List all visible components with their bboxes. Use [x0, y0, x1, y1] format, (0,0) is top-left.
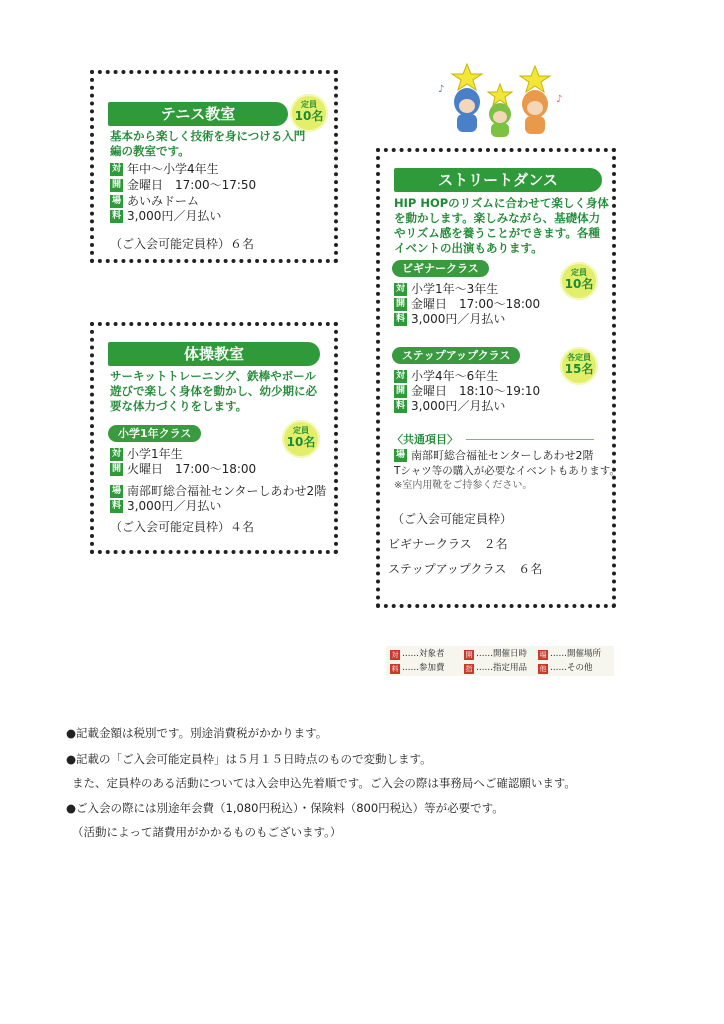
- fee-text: 3,000円／月払い: [127, 209, 222, 223]
- note-4: ●ご入会の際には別途年会費（1,080円税込）・保険料（800円税込）等が必要です。: [66, 801, 504, 815]
- fee-tag: 料: [395, 401, 405, 411]
- tennis-fee: [110, 209, 221, 224]
- tennis-description: [110, 129, 305, 159]
- legend-tag: 指: [465, 664, 473, 673]
- date-text: 金曜日 18:10～19:10: [411, 384, 541, 398]
- mascot-illustration: [432, 62, 567, 142]
- legend-item: [464, 649, 527, 660]
- desc-line: 要な体力づくりをします。: [110, 399, 248, 413]
- legend-label: ……参加費: [402, 663, 445, 673]
- dance-title: ストリートダンス: [394, 168, 602, 192]
- desc-line: 基本から楽しく技術を身につける入門: [110, 129, 306, 143]
- mascot-blue-icon: [452, 64, 482, 132]
- legend-label: ……対象者: [402, 649, 445, 659]
- date-tag: 開: [395, 299, 405, 309]
- common-divider: [466, 439, 594, 440]
- gym-card: [90, 322, 338, 554]
- desc-line: 遊びで楽しく身体を動かし、幼少期に必: [110, 384, 317, 398]
- fee-tag: 料: [111, 211, 121, 221]
- date-tag: 開: [395, 386, 405, 396]
- legend: [386, 646, 614, 676]
- legend-tag: 対: [391, 650, 399, 659]
- target-text: 小学1年～3年生: [411, 282, 499, 296]
- tennis-card: [90, 70, 338, 263]
- beginner-fee: [394, 312, 505, 327]
- place-text: 南部町総合福祉センターしあわせ2階: [127, 484, 327, 498]
- date-text: 金曜日 17:00～18:00: [411, 297, 541, 311]
- legend-label: ……その他: [550, 663, 593, 673]
- gym-date: [110, 462, 256, 477]
- capacity-value: 10名: [286, 435, 316, 449]
- capacity-label: 定員: [293, 426, 309, 435]
- target-tag: 対: [111, 449, 121, 459]
- gym-place: [110, 484, 326, 499]
- desc-line: 編の教室です。: [110, 144, 190, 158]
- dance-description: [394, 196, 609, 256]
- legend-item: [390, 663, 445, 674]
- legend-item: [390, 649, 445, 660]
- beginner-target: [394, 282, 498, 297]
- stepup-fee: [394, 399, 505, 414]
- legend-tag: 他: [539, 664, 547, 673]
- legend-item: [538, 663, 593, 674]
- legend-label: ……指定用品: [476, 663, 528, 673]
- gym-fee: [110, 499, 221, 514]
- tennis-openings: （ご入会可能定員枠）６名: [110, 237, 255, 251]
- desc-line: イベントの出演もあります。: [394, 241, 543, 255]
- beginner-date: [394, 297, 540, 312]
- tennis-place: [110, 194, 199, 209]
- fee-text: 3,000円／月払い: [411, 312, 506, 326]
- place-tag: 場: [395, 450, 405, 460]
- gym-target: [110, 447, 183, 462]
- desc-line: HIP HOPのリズムに合わせて楽しく身体: [394, 196, 609, 210]
- gym-openings: （ご入会可能定員枠）４名: [110, 520, 255, 534]
- target-text: 小学4年～6年生: [411, 369, 499, 383]
- date-text: 火曜日 17:00～18:00: [127, 462, 257, 476]
- tennis-title: テニス教室: [108, 102, 288, 126]
- place-tag: 場: [111, 196, 121, 206]
- common-note-2: ※室内用靴をご持参ください。: [394, 480, 533, 491]
- place-text: 南部町総合福祉センターしあわせ2階: [411, 449, 594, 462]
- capacity-label: 各定員: [567, 353, 591, 362]
- svg-text:♪: ♪: [556, 94, 563, 105]
- target-text: 小学1年生: [127, 447, 183, 461]
- gym-capacity-badge: [282, 420, 320, 458]
- tennis-capacity-badge: [290, 94, 328, 132]
- capacity-value: 10名: [564, 277, 594, 291]
- target-text: 年中～小学4年生: [127, 162, 219, 176]
- stepup-class-name: ステップアップクラス: [392, 347, 520, 364]
- fee-text: 3,000円／月払い: [411, 399, 506, 413]
- gym-description: [110, 369, 317, 414]
- target-tag: 対: [395, 284, 405, 294]
- legend-item: [464, 663, 527, 674]
- note-1: ●記載金額は税別です。別途消費税がかかります。: [66, 726, 328, 740]
- desc-line: やリズム感を養うことができます。各種: [394, 226, 600, 240]
- legend-tag: 開: [465, 650, 473, 659]
- tennis-date: [110, 178, 256, 193]
- fee-tag: 料: [395, 314, 405, 324]
- note-2: ●記載の「ご入会可能定員枠」は５月１５日時点のもので変動します。: [66, 752, 432, 766]
- beginner-capacity-badge: [560, 262, 598, 300]
- stepup-target: [394, 369, 498, 384]
- legend-label: ……開催場所: [550, 649, 602, 659]
- fee-text: 3,000円／月払い: [127, 499, 222, 513]
- place-tag: 場: [111, 486, 121, 496]
- common-heading: 〈共通項目〉: [392, 433, 458, 446]
- dance-card: [376, 148, 620, 608]
- desc-line: を動かします。楽しみながら、基礎体力: [394, 211, 601, 225]
- beginner-class-name: ビギナークラス: [392, 260, 489, 277]
- common-place: [394, 448, 594, 463]
- capacity-value: 10名: [294, 109, 324, 123]
- date-text: 金曜日 17:00～17:50: [127, 178, 257, 192]
- common-note-1: Tシャツ等の購入が必要なイベントもあります。: [394, 465, 620, 477]
- capacity-label: 定員: [571, 268, 587, 277]
- capacity-value: 15名: [564, 362, 594, 376]
- note-3: また、定員枠のある活動については入会申込先着順です。ご入会の際は事務局へご確認願います。: [72, 776, 576, 790]
- legend-tag: 場: [539, 650, 547, 659]
- target-tag: 対: [395, 371, 405, 381]
- fee-tag: 料: [111, 501, 121, 511]
- capacity-label: 定員: [301, 100, 317, 109]
- dance-openings-stepup: ステップアップクラス ６名: [388, 562, 543, 576]
- target-tag: 対: [111, 164, 121, 174]
- date-tag: 開: [111, 180, 121, 190]
- gym-class-name: 小学1年クラス: [108, 425, 201, 442]
- desc-line: サーキットトレーニング、鉄棒やボール: [110, 369, 316, 383]
- mascot-green-icon: [488, 84, 512, 137]
- legend-label: ……開催日時: [476, 649, 528, 659]
- legend-item: [538, 649, 601, 660]
- stepup-date: [394, 384, 540, 399]
- note-5: （活動によって諸費用がかかるものもございます。）: [72, 825, 342, 839]
- mascot-orange-icon: [520, 66, 550, 134]
- svg-text:♪: ♪: [438, 84, 445, 95]
- date-tag: 開: [111, 464, 121, 474]
- gym-title: 体操教室: [108, 342, 320, 366]
- place-text: あいみドーム: [127, 194, 200, 208]
- tennis-target: [110, 162, 219, 177]
- legend-tag: 料: [391, 664, 399, 673]
- dance-openings-heading: （ご入会可能定員枠）: [392, 512, 513, 526]
- dance-openings-beginner: ビギナークラス ２名: [388, 537, 508, 551]
- stepup-capacity-badge: [560, 347, 598, 385]
